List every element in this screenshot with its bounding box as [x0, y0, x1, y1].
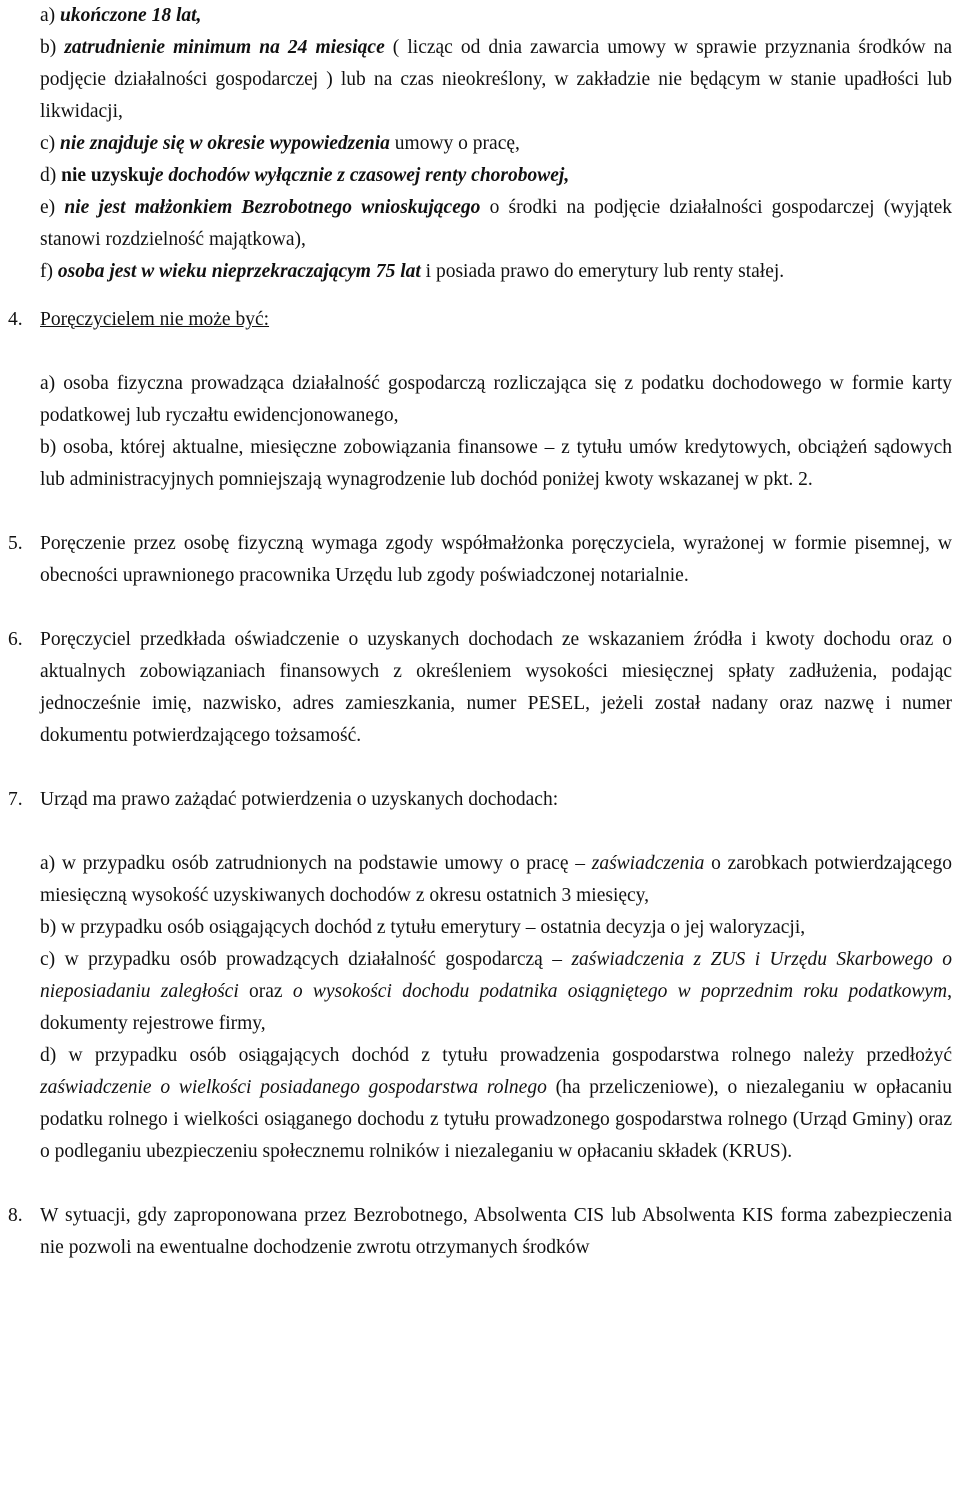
section-5-text: Poręczenie przez osobę fizyczną wymaga zgody współmałżonka poręczyciela, wyrażonej w formie pisemnej, w obecności uprawnionego pracownika Urzędu lub zgody poświadczonej notarialnie. — [40, 533, 952, 586]
section-heading: Poręczycielem nie może być: — [40, 309, 270, 330]
section-5 — [8, 528, 952, 592]
list-item-a: a) ukończone 18 lat, — [40, 5, 202, 26]
section-6-text: Poręczyciel przedkłada oświadczenie o uzyskanych dochodach ze wskazaniem źródła i kwoty dochodu oraz o aktualnych zobowiązaniach finansowych z określeniem wysokości miesięcznej spłaty zadłużenia, podając jednocześnie imię, nazwisko, adres zamieszkania, numer PESEL, jeżeli został nadany oraz nazwę i numer dokumentu potwierdzającego tożsamość. — [40, 629, 952, 746]
section-6 — [8, 624, 952, 752]
section-number: 4. — [8, 309, 23, 330]
section-4-item-b: b) osoba, której aktualne, miesięczne zobowiązania finansowe – z tytułu umów kredytowych, obciążeń sądowych lub administracyjnych pomniejszają wynagrodzenie lub dochód poniżej kwoty wskazanej w pkt. 2. — [40, 437, 952, 490]
list-item-f: f) osoba jest w wieku nieprzekraczającym 75 lat i posiada prawo do emerytury lub renty stałej. — [40, 261, 785, 282]
section-number: 5. — [8, 533, 23, 554]
section-heading: Urząd ma prawo zażądać potwierdzenia o uzyskanych dochodach: — [40, 789, 559, 810]
section-7-item-a: a) w przypadku osób zatrudnionych na podstawie umowy o pracę – zaświadczenia o zarobkach potwierdzającego miesięczną wysokość uzyskiwanych dochodów z okresu ostatnich 3 miesięcy, — [40, 853, 952, 906]
list-item-b: b) zatrudnienie minimum na 24 miesiące ( licząc od dnia zawarcia umowy w sprawie przyznania środków na podjęcie działalności gospodarczej ) lub na czas nieokreślony, w zakładzie nie będącym w stanie upadłości lub likwidacji, — [40, 37, 952, 122]
list-item-d: d) nie uzyskuje dochodów wyłącznie z czasowej renty chorobowej, — [40, 165, 570, 186]
section-number: 6. — [8, 629, 23, 650]
list-item-c: c) nie znajduje się w okresie wypowiedzenia umowy o pracę, — [40, 133, 520, 154]
section-8-text: W sytuacji, gdy zaproponowana przez Bezrobotnego, Absolwenta CIS lub Absolwenta KIS forma zabezpieczenia nie pozwoli na ewentualne dochodzenie zwrotu otrzymanych środków — [40, 1205, 952, 1258]
list-item-e: e) nie jest małżonkiem Bezrobotnego wnioskującego o środki na podjęcie działalności gospodarczej (wyjątek stanowi rozdzielność majątkowa), — [40, 197, 952, 250]
section-8 — [8, 1200, 952, 1264]
section-number: 7. — [8, 789, 23, 810]
section-7-item-b: b) w przypadku osób osiągających dochód z tytułu emerytury – ostatnia decyzja o jej waloryzacji, — [40, 917, 806, 938]
section-7 — [8, 784, 953, 1168]
section-7-item-c: c) w przypadku osób prowadzących działalność gospodarczą – zaświadczenia z ZUS i Urzędu Skarbowego o nieposiadaniu zaległości oraz o wysokości dochodu podatnika osiągniętego w poprzednim roku podatkowym, dokumenty rejestrowe firmy, — [40, 949, 953, 1034]
section-4-item-a: a) osoba fizyczna prowadząca działalność gospodarczą rozliczająca się z podatku dochodowego w formie karty podatkowej lub ryczałtu ewidencjonowanego, — [40, 373, 952, 426]
section-7-item-d: d) w przypadku osób osiągających dochód z tytułu prowadzenia gospodarstwa rolnego należy przedłożyć zaświadczenie o wielkości posiadanego gospodarstwa rolnego (ha przeliczeniowe), o niezaleganiu w opłacaniu podatku rolnego i wielkości osiąganego dochodu z tytułu prowadzonego gospodarstwa rolnego (Urząd Gminy) oraz o podleganiu ubezpieczeniu społecznemu rolników i niezaleganiu w opłacaniu składek (KRUS). — [40, 1045, 952, 1162]
eligibility-list — [0, 0, 952, 288]
section-4 — [8, 304, 952, 496]
section-number: 8. — [8, 1205, 23, 1226]
